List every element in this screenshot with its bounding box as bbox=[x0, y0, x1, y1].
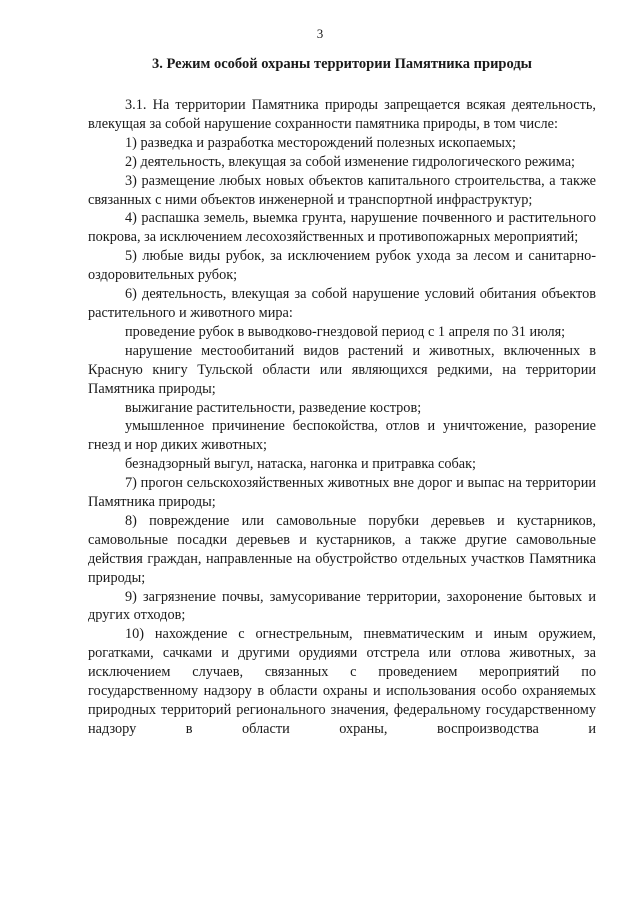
paragraph: 7) прогон сельскохозяйственных животных вне дорог и выпас на территории Памятника природы; bbox=[88, 475, 596, 511]
paragraph: безнадзорный выгул, натаска, нагонка и притравка собак; bbox=[125, 456, 477, 473]
paragraph: 9) загрязнение почвы, замусоривание территории, захоронение бытовых и других отходов; bbox=[88, 588, 596, 624]
document-body bbox=[88, 96, 596, 739]
paragraph: 8) повреждение или самовольные порубки деревьев и кустарников, самовольные посадки деревьев и кустарников, а также другие самовольные действия граждан, направленные на обустройство отдельных участков Памятника природы; bbox=[88, 512, 596, 586]
paragraph: 1) разведка и разработка месторождений полезных ископаемых; bbox=[125, 134, 517, 151]
paragraph: 6) деятельность, влекущая за собой нарушение условий обитания объектов растительного и животного мира: bbox=[88, 286, 596, 321]
page-number: 3 bbox=[316, 26, 324, 41]
paragraph: 5) любые виды рубок, за исключением рубок ухода за лесом и санитарно-оздоровительных рубок; bbox=[88, 248, 596, 284]
paragraph: 4) распашка земель, выемка грунта, нарушение почвенного и растительного покрова, за исключением лесохозяйственных и противопожарных мероприятий; bbox=[88, 210, 596, 246]
paragraph: умышленное причинение беспокойства, отлов и уничтожение, разорение гнезд и нор диких животных; bbox=[88, 418, 596, 454]
paragraph: нарушение местообитаний видов растений и животных, включенных в Красную книгу Тульской области или являющихся редкими, на территории Памятника природы; bbox=[88, 342, 596, 397]
paragraph: 3) размещение любых новых объектов капитального строительства, а также связанных с ними объектов инженерной и транспортной инфраструктур; bbox=[88, 172, 596, 208]
paragraph: проведение рубок в выводково-гнездовой период с 1 апреля по 31 июля; bbox=[125, 323, 566, 340]
paragraph: 10) нахождение с огнестрельным, пневматическим и иным оружием, рогатками, сачками и другими орудиями отстрела или отлова животных, за исключением случаев, связанных с проведением мероприятий по государственному надзору в области охраны и использования особо охраняемых природных территорий регионального значения, федеральному государственному надзору в области охраны, воспроизводства и bbox=[88, 626, 596, 737]
section-heading: 3. Режим особой охраны территории Памятника природы bbox=[152, 56, 532, 72]
paragraph: 2) деятельность, влекущая за собой изменение гидрологического режима; bbox=[125, 153, 576, 170]
paragraph: выжигание растительности, разведение костров; bbox=[125, 399, 422, 416]
paragraph: 3.1. На территории Памятника природы запрещается всякая деятельность, влекущая за собой нарушение сохранности памятника природы, в том числе: bbox=[88, 97, 596, 132]
